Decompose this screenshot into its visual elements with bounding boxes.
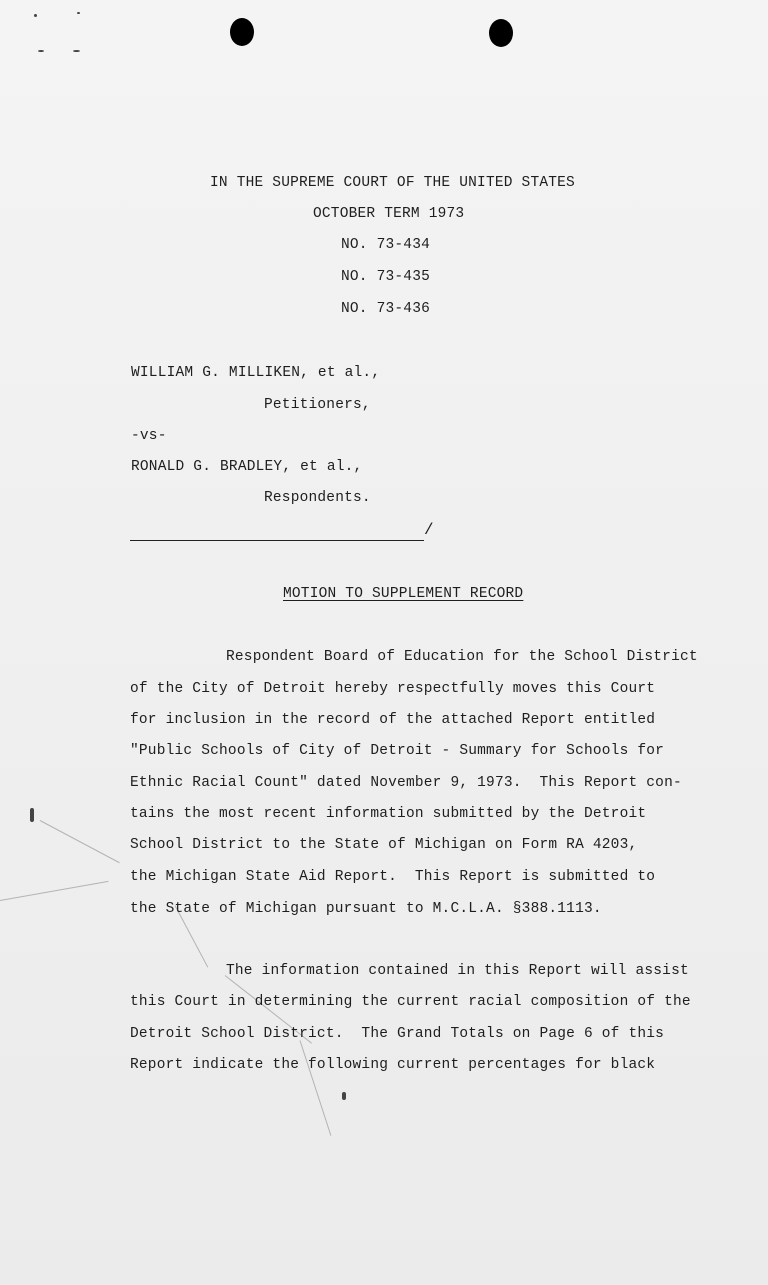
paragraph-line: this Court in determining the current racial composition of the xyxy=(130,994,691,1010)
respondent-name: RONALD G. BRADLEY, et al., xyxy=(131,459,363,475)
stray-mark xyxy=(30,808,34,822)
punch-hole-left xyxy=(230,18,254,46)
paragraph-line: "Public Schools of City of Detroit - Summary for Schools for xyxy=(130,743,665,759)
paragraph-line: the State of Michigan pursuant to M.C.L.A. §388.1113. xyxy=(130,901,602,917)
paragraph-line: tains the most recent information submitted by the Detroit xyxy=(130,806,647,822)
paper-crease xyxy=(0,881,108,901)
paragraph-line: for inclusion in the record of the attached Report entitled xyxy=(130,712,656,728)
paragraph-line: Respondent Board of Education for the School District xyxy=(226,649,698,665)
paragraph-line: the Michigan State Aid Report. This Report is submitted to xyxy=(130,869,656,885)
paragraph-line: School District to the State of Michigan on Form RA 4203, xyxy=(130,837,638,853)
versus-label: -vs- xyxy=(131,428,167,444)
term-heading: OCTOBER TERM 1973 xyxy=(313,206,465,222)
paragraph-line: Detroit School District. The Grand Totals on Page 6 of this xyxy=(130,1026,665,1042)
stray-mark xyxy=(38,50,44,52)
respondent-role: Respondents. xyxy=(264,490,371,506)
paragraph-line: The information contained in this Report will assist xyxy=(226,963,689,979)
petitioner-name: WILLIAM G. MILLIKEN, et al., xyxy=(131,365,381,381)
caption-rule xyxy=(130,540,424,541)
paper-crease xyxy=(40,820,120,863)
paragraph-line: of the City of Detroit hereby respectfully moves this Court xyxy=(130,681,656,697)
petitioner-role: Petitioners, xyxy=(264,397,371,413)
court-heading: IN THE SUPREME COURT OF THE UNITED STATES xyxy=(210,175,575,191)
stray-mark xyxy=(342,1092,346,1100)
paragraph-line: Ethnic Racial Count" dated November 9, 1973. This Report con- xyxy=(130,775,682,791)
caption-rule-slash: / xyxy=(424,521,434,539)
stray-mark xyxy=(77,12,80,14)
motion-title: MOTION TO SUPPLEMENT RECORD xyxy=(283,586,524,602)
paper-crease xyxy=(300,1040,332,1135)
stray-mark xyxy=(73,50,80,52)
paragraph-line: Report indicate the following current percentages for black xyxy=(130,1057,656,1073)
case-number: NO. 73-435 xyxy=(341,269,431,285)
punch-hole-right xyxy=(489,19,513,47)
case-number: NO. 73-436 xyxy=(341,301,431,317)
stray-mark xyxy=(34,14,37,17)
case-number: NO. 73-434 xyxy=(341,237,431,253)
